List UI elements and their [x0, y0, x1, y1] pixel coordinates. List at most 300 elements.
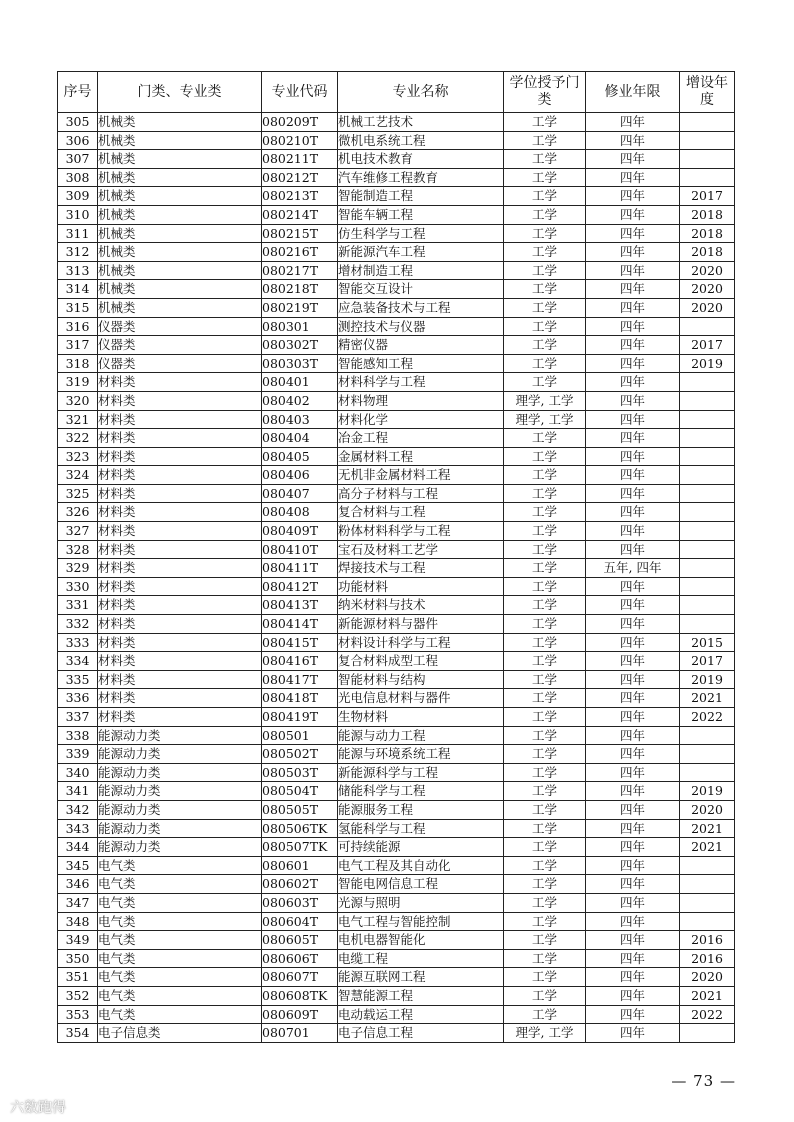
- cell-category: 仪器类: [98, 317, 262, 336]
- cell-year-added: [680, 726, 735, 745]
- cell-category: 材料类: [98, 652, 262, 671]
- cell-study-duration: 四年: [586, 596, 680, 615]
- cell-category: 能源动力类: [98, 800, 262, 819]
- cell-year-added: [680, 745, 735, 764]
- cell-major-code: 080604T: [262, 912, 338, 931]
- table-row: [58, 447, 735, 466]
- cell-major-name: 粉体材料科学与工程: [338, 522, 504, 541]
- major-catalog-table: [57, 71, 735, 1043]
- table-row: [58, 986, 735, 1005]
- cell-degree-category: 工学: [504, 596, 586, 615]
- page-number: — 73 —: [671, 1072, 736, 1090]
- header-category: 门类、专业类: [98, 72, 262, 113]
- cell-category: 仪器类: [98, 336, 262, 355]
- cell-major-name: 智能材料与结构: [338, 670, 504, 689]
- cell-study-duration: 五年, 四年: [586, 559, 680, 578]
- cell-major-code: 080405: [262, 447, 338, 466]
- cell-serial-no: 343: [58, 819, 98, 838]
- cell-major-code: 080419T: [262, 708, 338, 727]
- cell-category: 机械类: [98, 187, 262, 206]
- cell-serial-no: 335: [58, 670, 98, 689]
- cell-major-name: 汽车维修工程教育: [338, 168, 504, 187]
- cell-degree-category: 工学: [504, 484, 586, 503]
- cell-major-name: 机械工艺技术: [338, 113, 504, 132]
- cell-year-added: [680, 540, 735, 559]
- cell-major-code: 080410T: [262, 540, 338, 559]
- cell-major-name: 新能源汽车工程: [338, 243, 504, 262]
- cell-degree-category: 工学: [504, 949, 586, 968]
- cell-major-name: 机电技术教育: [338, 150, 504, 169]
- cell-category: 能源动力类: [98, 726, 262, 745]
- table-row: [58, 261, 735, 280]
- cell-degree-category: 理学, 工学: [504, 410, 586, 429]
- cell-major-code: 080407: [262, 484, 338, 503]
- cell-year-added: [680, 484, 735, 503]
- cell-degree-category: 工学: [504, 763, 586, 782]
- table-header-row: [58, 72, 735, 113]
- table-row: [58, 856, 735, 875]
- cell-study-duration: 四年: [586, 912, 680, 931]
- cell-category: 电气类: [98, 931, 262, 950]
- cell-study-duration: 四年: [586, 670, 680, 689]
- cell-major-name: 高分子材料与工程: [338, 484, 504, 503]
- table-row: [58, 410, 735, 429]
- table-row: [58, 1005, 735, 1024]
- table-row: [58, 931, 735, 950]
- cell-serial-no: 323: [58, 447, 98, 466]
- cell-category: 材料类: [98, 484, 262, 503]
- cell-category: 电气类: [98, 949, 262, 968]
- cell-degree-category: 工学: [504, 354, 586, 373]
- cell-major-code: 080216T: [262, 243, 338, 262]
- cell-year-added: 2021: [680, 819, 735, 838]
- cell-serial-no: 348: [58, 912, 98, 931]
- cell-study-duration: 四年: [586, 633, 680, 652]
- cell-degree-category: 工学: [504, 615, 586, 634]
- cell-year-added: [680, 447, 735, 466]
- cell-serial-no: 346: [58, 875, 98, 894]
- cell-year-added: 2017: [680, 652, 735, 671]
- cell-serial-no: 352: [58, 986, 98, 1005]
- table-row: [58, 466, 735, 485]
- cell-degree-category: 工学: [504, 745, 586, 764]
- cell-category: 材料类: [98, 615, 262, 634]
- cell-major-code: 080214T: [262, 205, 338, 224]
- cell-year-added: [680, 1024, 735, 1043]
- header-serial-no: 序号: [58, 72, 98, 113]
- cell-major-name: 无机非金属材料工程: [338, 466, 504, 485]
- cell-year-added: 2019: [680, 670, 735, 689]
- cell-degree-category: 工学: [504, 540, 586, 559]
- cell-year-added: [680, 596, 735, 615]
- table-row: [58, 912, 735, 931]
- cell-year-added: 2022: [680, 1005, 735, 1024]
- cell-serial-no: 309: [58, 187, 98, 206]
- cell-degree-category: 工学: [504, 652, 586, 671]
- cell-major-name: 电子信息工程: [338, 1024, 504, 1043]
- cell-year-added: [680, 466, 735, 485]
- cell-study-duration: 四年: [586, 336, 680, 355]
- cell-year-added: 2020: [680, 968, 735, 987]
- cell-study-duration: 四年: [586, 429, 680, 448]
- cell-major-name: 能源互联网工程: [338, 968, 504, 987]
- cell-study-duration: 四年: [586, 893, 680, 912]
- cell-major-name: 冶金工程: [338, 429, 504, 448]
- cell-category: 材料类: [98, 429, 262, 448]
- cell-major-name: 增材制造工程: [338, 261, 504, 280]
- cell-major-name: 智能交互设计: [338, 280, 504, 299]
- cell-major-code: 080605T: [262, 931, 338, 950]
- cell-major-code: 080404: [262, 429, 338, 448]
- cell-category: 机械类: [98, 131, 262, 150]
- cell-serial-no: 326: [58, 503, 98, 522]
- table-row: [58, 726, 735, 745]
- cell-serial-no: 321: [58, 410, 98, 429]
- cell-category: 电气类: [98, 893, 262, 912]
- table-row: [58, 559, 735, 578]
- cell-serial-no: 322: [58, 429, 98, 448]
- cell-major-code: 080408: [262, 503, 338, 522]
- cell-year-added: [680, 503, 735, 522]
- cell-serial-no: 338: [58, 726, 98, 745]
- cell-study-duration: 四年: [586, 298, 680, 317]
- cell-degree-category: 工学: [504, 466, 586, 485]
- cell-study-duration: 四年: [586, 484, 680, 503]
- cell-study-duration: 四年: [586, 522, 680, 541]
- cell-serial-no: 327: [58, 522, 98, 541]
- cell-study-duration: 四年: [586, 800, 680, 819]
- cell-study-duration: 四年: [586, 391, 680, 410]
- cell-serial-no: 312: [58, 243, 98, 262]
- cell-year-added: [680, 429, 735, 448]
- table-row: [58, 243, 735, 262]
- table-row: [58, 596, 735, 615]
- cell-year-added: [680, 912, 735, 931]
- cell-major-code: 080402: [262, 391, 338, 410]
- cell-degree-category: 工学: [504, 559, 586, 578]
- cell-serial-no: 324: [58, 466, 98, 485]
- cell-degree-category: 工学: [504, 224, 586, 243]
- table-row: [58, 336, 735, 355]
- cell-major-name: 新能源材料与器件: [338, 615, 504, 634]
- cell-major-name: 复合材料与工程: [338, 503, 504, 522]
- cell-major-name: 焊接技术与工程: [338, 559, 504, 578]
- cell-degree-category: 工学: [504, 131, 586, 150]
- cell-category: 材料类: [98, 633, 262, 652]
- cell-degree-category: 工学: [504, 168, 586, 187]
- cell-serial-no: 331: [58, 596, 98, 615]
- cell-major-name: 纳米材料与技术: [338, 596, 504, 615]
- cell-degree-category: 工学: [504, 893, 586, 912]
- cell-major-code: 080502T: [262, 745, 338, 764]
- cell-major-code: 080603T: [262, 893, 338, 912]
- cell-major-name: 智能制造工程: [338, 187, 504, 206]
- table-row: [58, 391, 735, 410]
- cell-degree-category: 工学: [504, 150, 586, 169]
- cell-serial-no: 336: [58, 689, 98, 708]
- header-degree-category: 学位授予门类: [504, 72, 586, 113]
- cell-degree-category: 工学: [504, 968, 586, 987]
- cell-year-added: 2020: [680, 261, 735, 280]
- cell-degree-category: 工学: [504, 708, 586, 727]
- cell-serial-no: 319: [58, 373, 98, 392]
- header-year-added: 增设年度: [680, 72, 735, 113]
- header-study-duration: 修业年限: [586, 72, 680, 113]
- cell-major-name: 测控技术与仪器: [338, 317, 504, 336]
- cell-year-added: [680, 410, 735, 429]
- cell-year-added: 2018: [680, 243, 735, 262]
- cell-study-duration: 四年: [586, 726, 680, 745]
- cell-study-duration: 四年: [586, 708, 680, 727]
- table-row: [58, 670, 735, 689]
- cell-study-duration: 四年: [586, 986, 680, 1005]
- cell-degree-category: 工学: [504, 633, 586, 652]
- cell-major-code: 080212T: [262, 168, 338, 187]
- cell-major-name: 电气工程及其自动化: [338, 856, 504, 875]
- cell-category: 材料类: [98, 670, 262, 689]
- cell-degree-category: 工学: [504, 522, 586, 541]
- cell-study-duration: 四年: [586, 838, 680, 857]
- cell-serial-no: 305: [58, 113, 98, 132]
- cell-study-duration: 四年: [586, 205, 680, 224]
- header-major-code: 专业代码: [262, 72, 338, 113]
- cell-major-code: 080211T: [262, 150, 338, 169]
- cell-serial-no: 345: [58, 856, 98, 875]
- cell-year-added: [680, 113, 735, 132]
- cell-major-code: 080218T: [262, 280, 338, 299]
- cell-degree-category: 工学: [504, 243, 586, 262]
- cell-degree-category: 工学: [504, 113, 586, 132]
- cell-year-added: 2020: [680, 280, 735, 299]
- cell-major-name: 精密仪器: [338, 336, 504, 355]
- cell-serial-no: 310: [58, 205, 98, 224]
- cell-year-added: [680, 522, 735, 541]
- cell-serial-no: 306: [58, 131, 98, 150]
- cell-degree-category: 工学: [504, 298, 586, 317]
- cell-major-name: 能源与环境系统工程: [338, 745, 504, 764]
- cell-study-duration: 四年: [586, 949, 680, 968]
- cell-major-code: 080609T: [262, 1005, 338, 1024]
- cell-year-added: [680, 559, 735, 578]
- table-row: [58, 317, 735, 336]
- cell-category: 电气类: [98, 875, 262, 894]
- cell-study-duration: 四年: [586, 1005, 680, 1024]
- cell-degree-category: 工学: [504, 726, 586, 745]
- cell-degree-category: 工学: [504, 373, 586, 392]
- cell-category: 能源动力类: [98, 782, 262, 801]
- cell-study-duration: 四年: [586, 615, 680, 634]
- cell-study-duration: 四年: [586, 652, 680, 671]
- cell-major-code: 080215T: [262, 224, 338, 243]
- cell-category: 电气类: [98, 912, 262, 931]
- cell-year-added: 2017: [680, 187, 735, 206]
- cell-study-duration: 四年: [586, 577, 680, 596]
- cell-degree-category: 工学: [504, 577, 586, 596]
- cell-major-code: 080403: [262, 410, 338, 429]
- cell-year-added: 2017: [680, 336, 735, 355]
- cell-major-name: 新能源科学与工程: [338, 763, 504, 782]
- cell-year-added: 2021: [680, 689, 735, 708]
- cell-serial-no: 340: [58, 763, 98, 782]
- cell-year-added: [680, 893, 735, 912]
- cell-major-code: 080503T: [262, 763, 338, 782]
- table-row: [58, 131, 735, 150]
- cell-study-duration: 四年: [586, 373, 680, 392]
- table-row: [58, 875, 735, 894]
- table-body: [58, 113, 735, 1043]
- cell-major-code: 080406: [262, 466, 338, 485]
- cell-category: 仪器类: [98, 354, 262, 373]
- header-major-name: 专业名称: [338, 72, 504, 113]
- cell-serial-no: 337: [58, 708, 98, 727]
- cell-degree-category: 工学: [504, 447, 586, 466]
- cell-serial-no: 318: [58, 354, 98, 373]
- cell-serial-no: 353: [58, 1005, 98, 1024]
- cell-year-added: [680, 373, 735, 392]
- cell-study-duration: 四年: [586, 447, 680, 466]
- table-row: [58, 577, 735, 596]
- cell-major-code: 080701: [262, 1024, 338, 1043]
- cell-major-code: 080416T: [262, 652, 338, 671]
- cell-study-duration: 四年: [586, 856, 680, 875]
- cell-major-name: 材料化学: [338, 410, 504, 429]
- cell-study-duration: 四年: [586, 689, 680, 708]
- cell-degree-category: 工学: [504, 670, 586, 689]
- cell-major-name: 材料物理: [338, 391, 504, 410]
- cell-major-name: 宝石及材料工艺学: [338, 540, 504, 559]
- cell-major-code: 080209T: [262, 113, 338, 132]
- cell-serial-no: 316: [58, 317, 98, 336]
- table-row: [58, 838, 735, 857]
- cell-major-code: 080501: [262, 726, 338, 745]
- table-row: [58, 800, 735, 819]
- cell-category: 材料类: [98, 447, 262, 466]
- cell-major-code: 080412T: [262, 577, 338, 596]
- cell-major-name: 能源服务工程: [338, 800, 504, 819]
- cell-year-added: [680, 763, 735, 782]
- cell-category: 电气类: [98, 856, 262, 875]
- cell-degree-category: 工学: [504, 503, 586, 522]
- table-row: [58, 373, 735, 392]
- cell-study-duration: 四年: [586, 150, 680, 169]
- cell-major-code: 080506TK: [262, 819, 338, 838]
- cell-major-name: 功能材料: [338, 577, 504, 596]
- cell-major-code: 080302T: [262, 336, 338, 355]
- cell-category: 材料类: [98, 503, 262, 522]
- cell-serial-no: 330: [58, 577, 98, 596]
- cell-major-code: 080301: [262, 317, 338, 336]
- cell-year-added: 2020: [680, 800, 735, 819]
- cell-major-code: 080507TK: [262, 838, 338, 857]
- cell-category: 机械类: [98, 243, 262, 262]
- table-row: [58, 745, 735, 764]
- cell-category: 机械类: [98, 280, 262, 299]
- table-row: [58, 429, 735, 448]
- cell-study-duration: 四年: [586, 931, 680, 950]
- cell-year-added: 2015: [680, 633, 735, 652]
- cell-degree-category: 工学: [504, 187, 586, 206]
- cell-serial-no: 325: [58, 484, 98, 503]
- cell-serial-no: 339: [58, 745, 98, 764]
- cell-serial-no: 332: [58, 615, 98, 634]
- cell-category: 材料类: [98, 596, 262, 615]
- cell-major-code: 080601: [262, 856, 338, 875]
- cell-year-added: 2019: [680, 782, 735, 801]
- cell-degree-category: 理学, 工学: [504, 391, 586, 410]
- cell-major-name: 电机电器智能化: [338, 931, 504, 950]
- cell-serial-no: 351: [58, 968, 98, 987]
- cell-degree-category: 工学: [504, 819, 586, 838]
- cell-study-duration: 四年: [586, 1024, 680, 1043]
- cell-study-duration: 四年: [586, 819, 680, 838]
- table-row: [58, 522, 735, 541]
- cell-study-duration: 四年: [586, 317, 680, 336]
- cell-study-duration: 四年: [586, 243, 680, 262]
- cell-category: 电气类: [98, 986, 262, 1005]
- cell-major-name: 金属材料工程: [338, 447, 504, 466]
- cell-major-name: 应急装备技术与工程: [338, 298, 504, 317]
- cell-major-name: 智能电网信息工程: [338, 875, 504, 894]
- cell-year-added: 2021: [680, 838, 735, 857]
- cell-degree-category: 工学: [504, 317, 586, 336]
- cell-major-code: 080606T: [262, 949, 338, 968]
- cell-category: 电子信息类: [98, 1024, 262, 1043]
- cell-year-added: 2016: [680, 931, 735, 950]
- cell-study-duration: 四年: [586, 280, 680, 299]
- cell-year-added: 2018: [680, 205, 735, 224]
- cell-major-code: 080505T: [262, 800, 338, 819]
- cell-study-duration: 四年: [586, 168, 680, 187]
- table-row: [58, 949, 735, 968]
- cell-study-duration: 四年: [586, 113, 680, 132]
- cell-serial-no: 308: [58, 168, 98, 187]
- cell-degree-category: 工学: [504, 1005, 586, 1024]
- cell-major-name: 电气工程与智能控制: [338, 912, 504, 931]
- cell-major-name: 可持续能源: [338, 838, 504, 857]
- cell-serial-no: 315: [58, 298, 98, 317]
- cell-year-added: 2020: [680, 298, 735, 317]
- cell-study-duration: 四年: [586, 745, 680, 764]
- cell-major-code: 080409T: [262, 522, 338, 541]
- cell-study-duration: 四年: [586, 782, 680, 801]
- cell-category: 材料类: [98, 466, 262, 485]
- cell-category: 机械类: [98, 168, 262, 187]
- cell-major-name: 能源与动力工程: [338, 726, 504, 745]
- cell-category: 材料类: [98, 577, 262, 596]
- cell-serial-no: 334: [58, 652, 98, 671]
- cell-degree-category: 工学: [504, 912, 586, 931]
- cell-category: 机械类: [98, 224, 262, 243]
- cell-category: 材料类: [98, 559, 262, 578]
- cell-major-code: 080417T: [262, 670, 338, 689]
- cell-degree-category: 工学: [504, 336, 586, 355]
- cell-major-code: 080411T: [262, 559, 338, 578]
- cell-major-code: 080414T: [262, 615, 338, 634]
- cell-serial-no: 333: [58, 633, 98, 652]
- cell-study-duration: 四年: [586, 466, 680, 485]
- table-row: [58, 205, 735, 224]
- cell-serial-no: 328: [58, 540, 98, 559]
- table-row: [58, 968, 735, 987]
- cell-degree-category: 工学: [504, 800, 586, 819]
- cell-year-added: [680, 150, 735, 169]
- cell-degree-category: 工学: [504, 280, 586, 299]
- cell-study-duration: 四年: [586, 131, 680, 150]
- cell-study-duration: 四年: [586, 261, 680, 280]
- cell-category: 能源动力类: [98, 745, 262, 764]
- cell-serial-no: 347: [58, 893, 98, 912]
- cell-year-added: [680, 856, 735, 875]
